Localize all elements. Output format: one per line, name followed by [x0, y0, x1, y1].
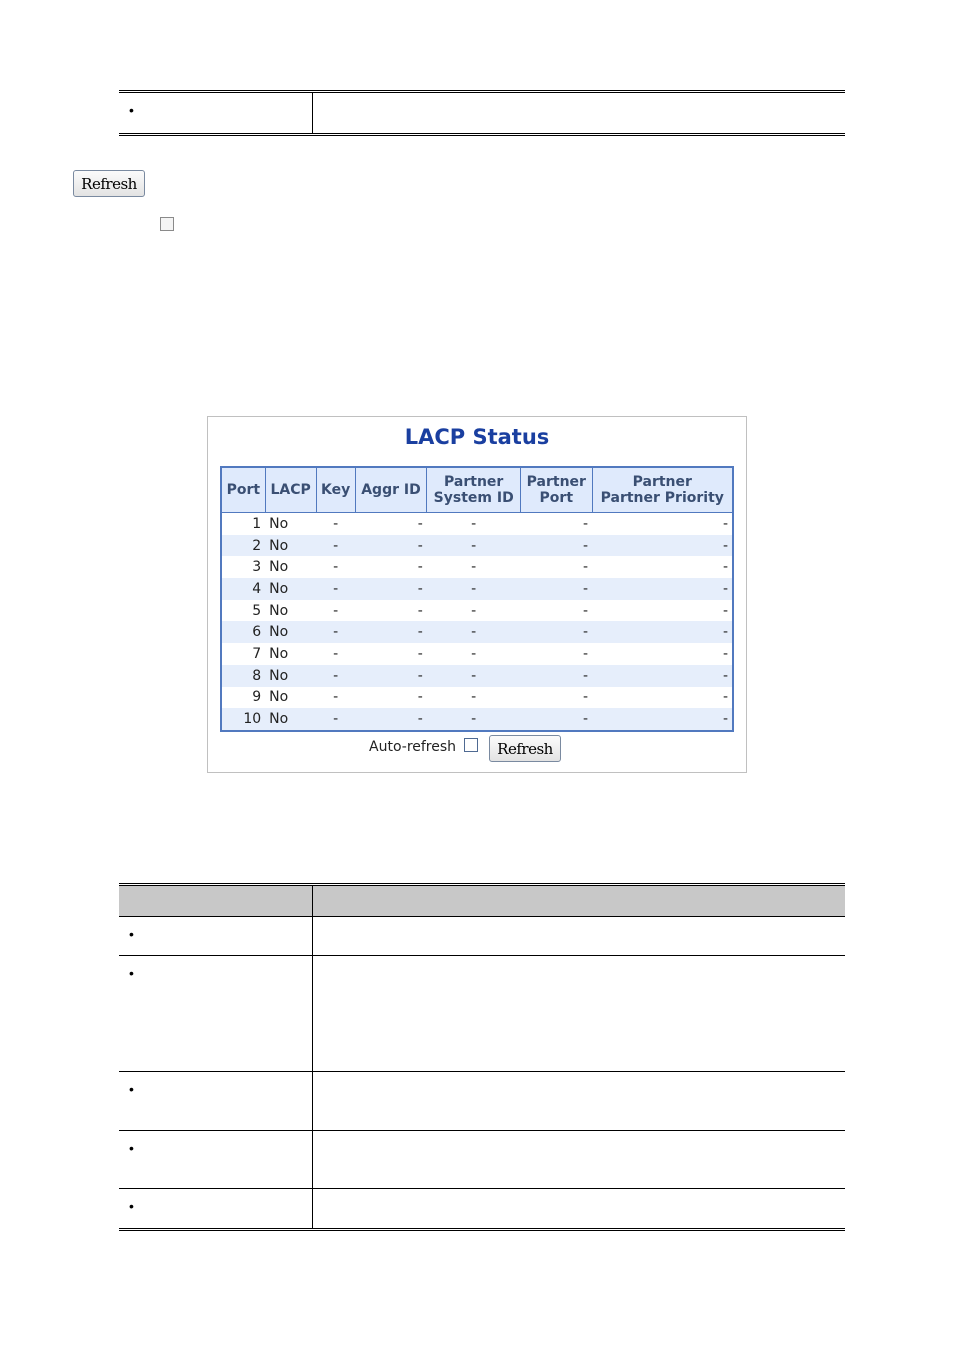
- table-cell: -: [592, 687, 733, 709]
- table-cell: -: [592, 578, 733, 600]
- bullet: •: [129, 102, 134, 118]
- table-cell: No: [265, 578, 316, 600]
- column-header: [592, 467, 733, 513]
- lacp-status-table: [220, 466, 734, 732]
- table-cell: -: [427, 708, 521, 731]
- table-cell: 10: [221, 708, 265, 731]
- table-cell: No: [265, 535, 316, 557]
- refresh-button[interactable]: Refresh: [73, 170, 145, 197]
- table-row: [119, 1189, 845, 1230]
- table-cell: -: [592, 556, 733, 578]
- table-body: [221, 513, 733, 731]
- table-cell: 1: [221, 513, 265, 535]
- table-cell: -: [316, 513, 355, 535]
- table-row: [221, 578, 733, 600]
- table-cell: No: [265, 665, 316, 687]
- bullet: •: [129, 1081, 134, 1097]
- table-cell: 4: [221, 578, 265, 600]
- table-cell: No: [265, 643, 316, 665]
- table-cell: -: [521, 687, 592, 709]
- table-cell: -: [316, 643, 355, 665]
- table-cell: -: [427, 687, 521, 709]
- checkbox-icon: [160, 217, 174, 231]
- table-cell: -: [316, 665, 355, 687]
- field-description-table: [119, 883, 845, 1231]
- table-cell: 7: [221, 643, 265, 665]
- table-cell: -: [316, 600, 355, 622]
- table-cell: -: [427, 621, 521, 643]
- refresh-button[interactable]: Refresh: [489, 735, 561, 762]
- column-header-line: Port: [539, 490, 574, 506]
- table-cell: -: [592, 621, 733, 643]
- column-header: [265, 467, 316, 513]
- auto-refresh-label: Auto-refresh: [369, 739, 457, 755]
- table-cell: -: [427, 600, 521, 622]
- column-header: [316, 467, 355, 513]
- column-header-line: System ID: [433, 490, 514, 506]
- table-cell: -: [355, 578, 427, 600]
- table-cell: -: [592, 643, 733, 665]
- table-cell: -: [521, 556, 592, 578]
- table-cell: -: [592, 708, 733, 731]
- table-header-row: [119, 885, 845, 917]
- table-cell: -: [427, 578, 521, 600]
- table-cell: -: [521, 600, 592, 622]
- column-header-line: LACP: [270, 482, 311, 498]
- bullet: •: [129, 1140, 134, 1156]
- table-cell: 5: [221, 600, 265, 622]
- table-cell: -: [592, 513, 733, 535]
- table-row: [221, 687, 733, 709]
- table-cell: -: [427, 665, 521, 687]
- column-header-line: Partner Priority: [600, 490, 724, 506]
- column-header-line: Key: [321, 482, 351, 498]
- table-cell: 3: [221, 556, 265, 578]
- table-cell: -: [316, 621, 355, 643]
- table-cell: -: [355, 556, 427, 578]
- table-cell: -: [521, 535, 592, 557]
- column-header: [221, 467, 265, 513]
- table-cell: 9: [221, 687, 265, 709]
- table-cell: -: [316, 708, 355, 731]
- column-header-line: Aggr ID: [361, 482, 421, 498]
- bullet: •: [129, 1198, 134, 1214]
- table-cell: 6: [221, 621, 265, 643]
- table-cell: No: [265, 513, 316, 535]
- table-row: [119, 956, 845, 1072]
- table-row: [119, 92, 845, 135]
- table-cell: No: [265, 708, 316, 731]
- lacp-status-panel: [207, 416, 747, 773]
- table-cell: -: [427, 535, 521, 557]
- table-cell: -: [355, 665, 427, 687]
- table-cell: -: [427, 556, 521, 578]
- table-row: [221, 535, 733, 557]
- table-row: [119, 1131, 845, 1189]
- top-description-table: [119, 90, 845, 136]
- table-row: [221, 665, 733, 687]
- bullet: •: [129, 926, 134, 942]
- table-cell: -: [316, 535, 355, 557]
- table-cell: -: [592, 535, 733, 557]
- table-cell: -: [355, 687, 427, 709]
- table-row: [221, 513, 733, 535]
- refresh-bar: [208, 735, 746, 763]
- table-cell: -: [427, 513, 521, 535]
- table-row: [221, 643, 733, 665]
- table-cell: 8: [221, 665, 265, 687]
- table-cell: 2: [221, 535, 265, 557]
- table-cell: -: [316, 687, 355, 709]
- column-header: [355, 467, 427, 513]
- table-cell: -: [521, 513, 592, 535]
- table-cell: -: [316, 578, 355, 600]
- table-cell: No: [265, 621, 316, 643]
- table-cell: -: [355, 600, 427, 622]
- table-cell: -: [521, 708, 592, 731]
- table-row: [221, 621, 733, 643]
- table-cell: -: [521, 578, 592, 600]
- table-cell: No: [265, 687, 316, 709]
- table-cell: -: [355, 643, 427, 665]
- table-cell: -: [521, 665, 592, 687]
- column-header-line: Port: [226, 482, 261, 498]
- table-header-row: [221, 467, 733, 513]
- table-row: [221, 600, 733, 622]
- table-cell: -: [355, 513, 427, 535]
- column-header: [521, 467, 592, 513]
- table-row: [119, 1072, 845, 1131]
- table-cell: No: [265, 600, 316, 622]
- auto-refresh-checkbox[interactable]: [464, 738, 478, 752]
- table-cell: -: [521, 643, 592, 665]
- column-header-line: Partner: [444, 474, 504, 490]
- table-cell: -: [355, 708, 427, 731]
- table-cell: No: [265, 556, 316, 578]
- column-header-line: Partner: [632, 474, 692, 490]
- table-cell: -: [355, 621, 427, 643]
- bullet: •: [129, 965, 134, 981]
- table-cell: -: [521, 621, 592, 643]
- table-cell: -: [355, 535, 427, 557]
- table-cell: -: [592, 600, 733, 622]
- table-row: [221, 556, 733, 578]
- table-cell: -: [316, 556, 355, 578]
- table-row: [119, 917, 845, 956]
- table-row: [221, 708, 733, 731]
- column-header: [427, 467, 521, 513]
- page-title: LACP Status: [404, 425, 550, 449]
- column-header-line: Partner: [526, 474, 586, 490]
- table-cell: -: [592, 665, 733, 687]
- table-cell: -: [427, 643, 521, 665]
